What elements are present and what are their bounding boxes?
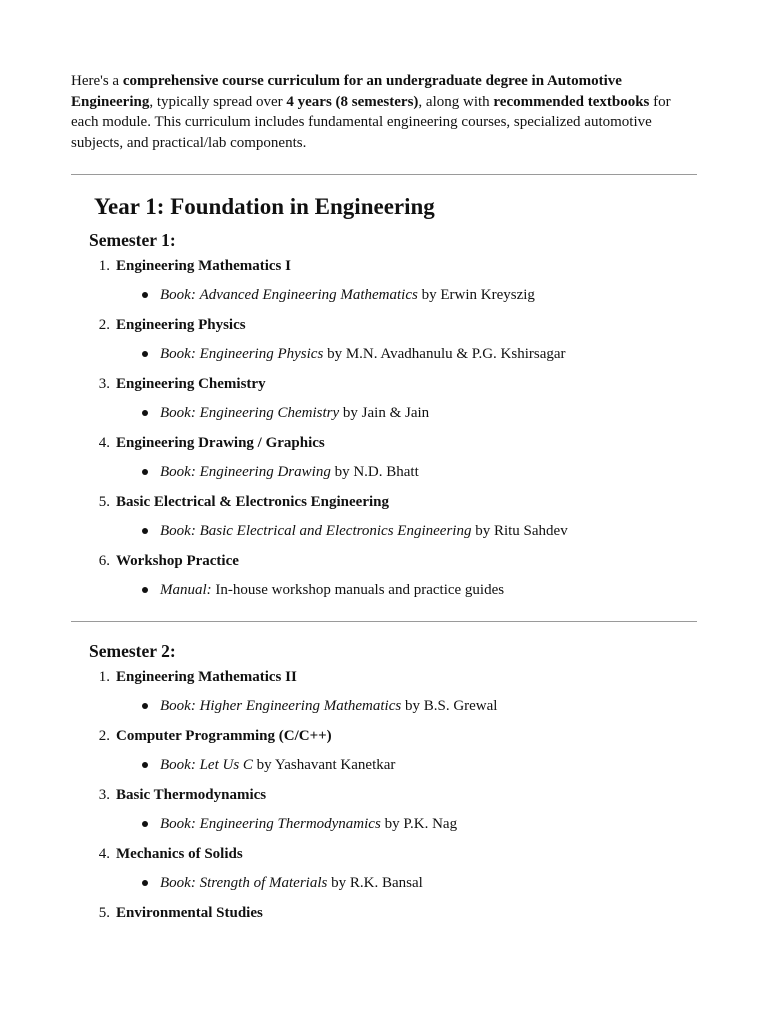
course-item	[0, 726, 768, 746]
course-title: Engineering Mathematics I	[116, 258, 291, 274]
course-title: Workshop Practice	[116, 553, 239, 569]
course-item	[0, 903, 768, 923]
manual-label: Manual:	[160, 582, 212, 598]
course-title: Basic Electrical & Electronics Engineering	[116, 494, 390, 510]
book-item	[0, 696, 768, 716]
intro-bold-textbooks: recommended textbooks	[493, 93, 650, 110]
bullet-icon	[142, 410, 148, 416]
book-title: Advanced Engineering Mathematics	[199, 287, 418, 303]
book-item	[0, 755, 768, 775]
divider	[71, 621, 697, 622]
book-author: by M.N. Avadhanulu & P.G. Kshirsagar	[323, 346, 566, 362]
book-label: Book:	[160, 816, 196, 832]
course-item	[0, 492, 768, 512]
course-item	[0, 433, 768, 453]
book-title: Engineering Chemistry	[199, 405, 340, 421]
semester2-heading: Semester 2:	[89, 641, 176, 661]
bullet-icon	[142, 703, 148, 709]
book-text	[160, 755, 395, 775]
book-text	[160, 285, 535, 305]
book-item	[0, 521, 768, 541]
course-number: 2.	[98, 728, 110, 744]
book-author: by B.S. Grewal	[401, 698, 498, 714]
book-author: by R.K. Bansal	[327, 875, 423, 891]
book-label: Book:	[160, 698, 196, 714]
manual-description: In-house workshop manuals and practice guides	[211, 582, 505, 598]
intro-text-4: for each module. This curriculum includes fundamental engineering courses, specialized automotive subjects, and practical/lab components.	[71, 93, 671, 152]
course-title: Mechanics of Solids	[116, 846, 243, 862]
book-text	[160, 873, 423, 893]
book-text	[160, 344, 566, 364]
course-item	[0, 844, 768, 864]
book-title: Engineering Physics	[199, 346, 324, 362]
book-item	[0, 285, 768, 305]
course-title: Engineering Physics	[116, 317, 246, 333]
book-author: by N.D. Bhatt	[330, 464, 419, 480]
manual-text	[160, 580, 504, 600]
bullet-icon	[142, 762, 148, 768]
bullet-icon	[142, 292, 148, 298]
course-number: 1.	[98, 258, 110, 274]
bullet-icon	[142, 528, 148, 534]
course-title: Engineering Chemistry	[116, 376, 266, 392]
book-title: Basic Electrical and Electronics Engineering	[199, 523, 472, 539]
course-number: 5.	[98, 905, 110, 921]
book-title: Engineering Drawing	[199, 464, 331, 480]
bullet-icon	[142, 821, 148, 827]
bullet-icon	[142, 469, 148, 475]
course-title: Engineering Drawing / Graphics	[116, 435, 325, 451]
course-number: 4.	[98, 846, 110, 862]
intro-text-2: , typically spread over	[149, 93, 287, 110]
year1-heading: Year 1: Foundation in Engineering	[94, 194, 435, 219]
intro-paragraph	[71, 71, 691, 154]
course-item	[0, 551, 768, 571]
course-item	[0, 374, 768, 394]
course-title: Basic Thermodynamics	[116, 787, 267, 803]
book-label: Book:	[160, 523, 196, 539]
course-number: 3.	[98, 787, 110, 803]
course-item	[0, 667, 768, 687]
book-text	[160, 403, 429, 423]
bullet-icon	[142, 351, 148, 357]
book-label: Book:	[160, 287, 196, 303]
course-item	[0, 256, 768, 276]
book-item	[0, 462, 768, 482]
book-label: Book:	[160, 346, 196, 362]
course-title: Engineering Mathematics II	[116, 669, 297, 685]
course-number: 2.	[98, 317, 110, 333]
book-author: by Erwin Kreyszig	[417, 287, 535, 303]
intro-text-1: Here's a	[71, 73, 123, 89]
book-title: Engineering Thermodynamics	[199, 816, 381, 832]
book-text	[160, 814, 457, 834]
book-item	[0, 814, 768, 834]
book-item	[0, 344, 768, 364]
book-label: Book:	[160, 464, 196, 480]
course-number: 5.	[98, 494, 110, 510]
intro-text-3: , along with	[418, 93, 494, 110]
book-author: by Yashavant Kanetkar	[252, 757, 396, 773]
book-author: by P.K. Nag	[380, 816, 458, 832]
course-item	[0, 315, 768, 335]
book-label: Book:	[160, 875, 196, 891]
intro-bold-duration: 4 years (8 semesters)	[286, 93, 419, 110]
course-number: 1.	[98, 669, 110, 685]
book-text	[160, 521, 568, 541]
book-label: Book:	[160, 405, 196, 421]
book-text	[160, 462, 419, 482]
course-item	[0, 785, 768, 805]
divider	[71, 174, 697, 175]
course-title: Computer Programming (C/C++)	[116, 728, 332, 744]
book-title: Let Us C	[199, 757, 253, 773]
semester1-heading: Semester 1:	[89, 230, 176, 250]
course-number: 3.	[98, 376, 110, 392]
book-author: by Jain & Jain	[339, 405, 430, 421]
book-item	[0, 403, 768, 423]
intro-bold-degree: comprehensive course curriculum for an undergraduate degree in Automotive Engineering	[71, 73, 622, 110]
book-item	[0, 873, 768, 893]
book-title: Strength of Materials	[199, 875, 328, 891]
book-label: Book:	[160, 757, 196, 773]
manual-item	[0, 580, 768, 600]
course-number: 4.	[98, 435, 110, 451]
course-title: Environmental Studies	[116, 905, 263, 921]
course-number: 6.	[98, 553, 110, 569]
book-author: by Ritu Sahdev	[471, 523, 568, 539]
book-text	[160, 696, 497, 716]
bullet-icon	[142, 880, 148, 886]
book-title: Higher Engineering Mathematics	[199, 698, 402, 714]
bullet-icon	[142, 587, 148, 593]
